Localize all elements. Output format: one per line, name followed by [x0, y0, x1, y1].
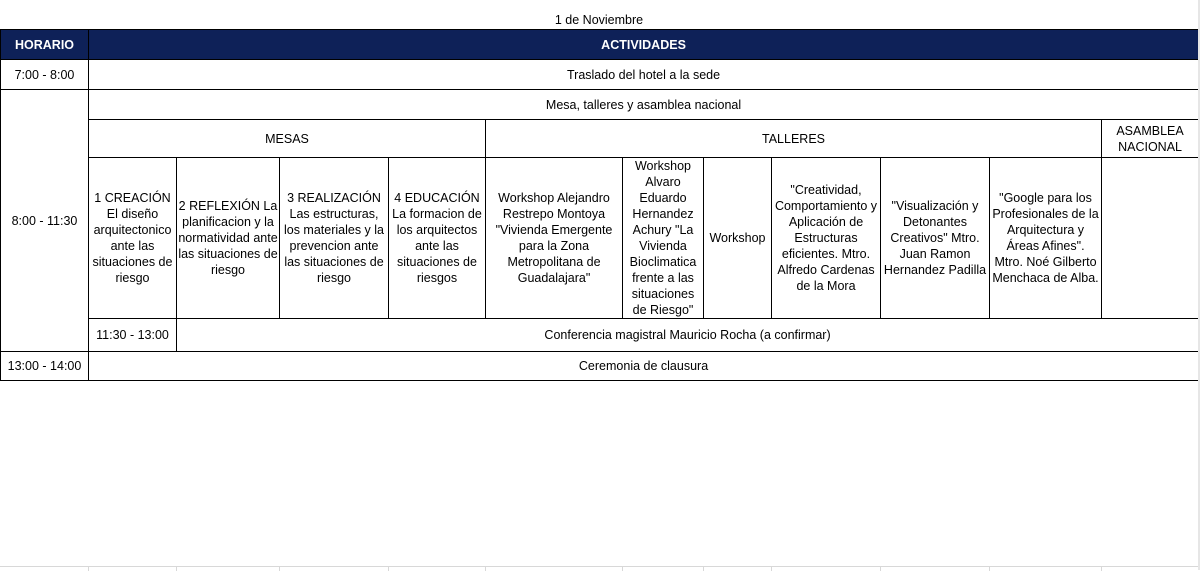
- header-horario[interactable]: HORARIO: [1, 30, 89, 60]
- taller-hernandez-achury[interactable]: Workshop Alvaro Eduardo Hernandez Achury "La Vivienda Bioclimatica frente a las situaciones de Riesgo": [623, 158, 704, 319]
- activity-cell[interactable]: Traslado del hotel a la sede: [89, 60, 1199, 90]
- taller-cardenas[interactable]: "Creatividad, Comportamiento y Aplicación de Estructuras eficientes. Mtro. Alfredo Cardenas de la Mora: [772, 158, 881, 319]
- header-row: [1, 30, 1199, 60]
- schedule-table: [0, 29, 1199, 381]
- taller-restrepo[interactable]: Workshop Alejandro Restrepo Montoya "Vivienda Emergente para la Zona Metropolitana de Guadalajara": [486, 158, 623, 319]
- group-asamblea[interactable]: ASAMBLEA NACIONAL: [1102, 120, 1199, 158]
- row-details: [1, 158, 1199, 319]
- activity-cell[interactable]: Ceremonia de clausura: [89, 352, 1199, 381]
- time-cell[interactable]: 13:00 - 14:00: [1, 352, 89, 381]
- date-title: 1 de Noviembre: [554, 13, 644, 27]
- group-mesas[interactable]: MESAS: [89, 120, 486, 158]
- taller-workshop[interactable]: Workshop: [704, 158, 772, 319]
- activity-cell-selected[interactable]: Conferencia magistral Mauricio Rocha (a confirmar): [177, 319, 1199, 352]
- mesa-educacion[interactable]: 4 EDUCACIÓN La formacion de los arquitectos ante las situaciones de riesgos: [389, 158, 486, 319]
- mesa-realizacion[interactable]: 3 REALIZACIÓN Las estructuras, los materiales y la prevencion ante las situaciones de riesgo: [280, 158, 389, 319]
- mesa-creacion[interactable]: 1 CREACIÓN El diseño arquitectonico ante las situaciones de riesgo: [89, 158, 177, 319]
- time-cell[interactable]: 8:00 - 11:30: [1, 90, 89, 352]
- mesa-reflexion[interactable]: 2 REFLEXIÓN La planificacion y la normatividad ante las situaciones de riesgo: [177, 158, 280, 319]
- activity-cell[interactable]: Mesa, talleres y asamblea nacional: [89, 90, 1199, 120]
- row-groups: [1, 120, 1199, 158]
- row-traslado: [1, 60, 1199, 90]
- grid-footer: [0, 566, 1198, 571]
- taller-menchaca[interactable]: "Google para los Profesionales de la Arquitectura y Áreas Afines". Mtro. Noé Gilberto Menchaca de Alba.: [990, 158, 1102, 319]
- header-actividades[interactable]: ACTIVIDADES: [89, 30, 1199, 60]
- row-clausura: [1, 352, 1199, 381]
- asamblea-cell[interactable]: [1102, 158, 1199, 319]
- group-talleres[interactable]: TALLERES: [486, 120, 1102, 158]
- row-conferencia: [1, 319, 1199, 352]
- taller-hernandez-padilla[interactable]: "Visualización y Detonantes Creativos" Mtro. Juan Ramon Hernandez Padilla: [881, 158, 990, 319]
- time-cell[interactable]: 7:00 - 8:00: [1, 60, 89, 90]
- row-main-title: [1, 90, 1199, 120]
- time-cell[interactable]: 11:30 - 13:00: [89, 319, 177, 352]
